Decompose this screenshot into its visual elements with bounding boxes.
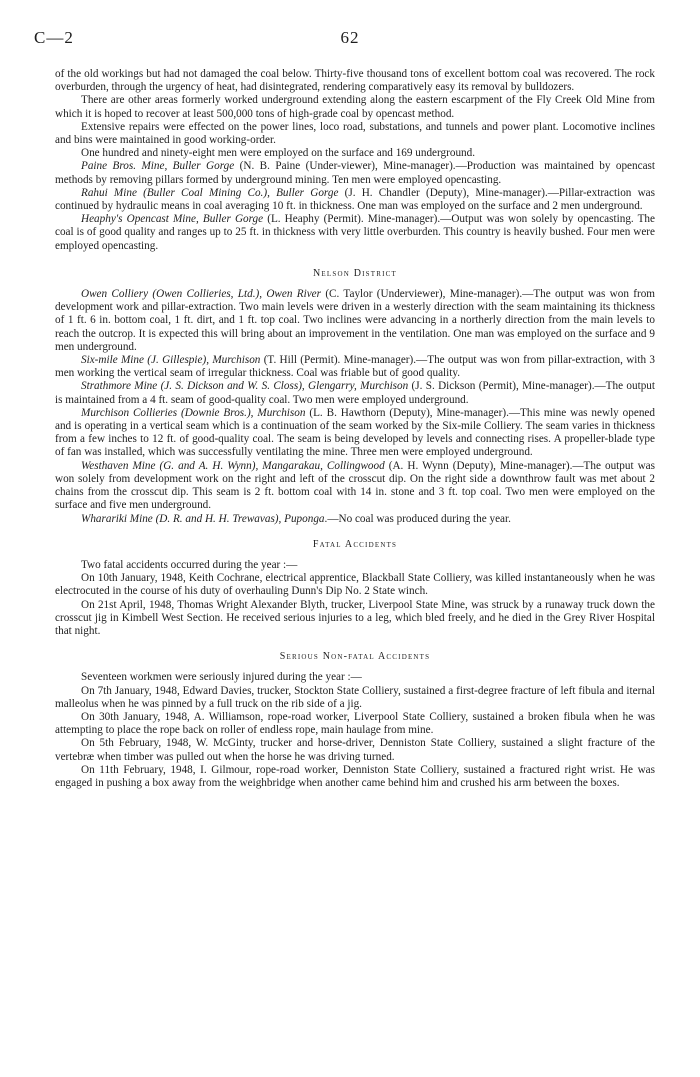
mine-name: Rahui Mine (Buller Coal Mining Co.), Buller Gorge xyxy=(81,186,339,199)
fatal-paragraph: Two fatal accidents occurred during the year :— xyxy=(81,558,298,571)
mine-name: Wharariki Mine (D. R. and H. H. Trewavas), Puponga xyxy=(81,512,325,525)
fatal-paragraph: On 21st April, 1948, Thomas Wright Alexander Blyth, trucker, Liverpool State Mine, was struck by a runaway truck down the crosscut jig in Kimbell West Section. He received serious injuries to a leg, which bled freely, and he died in the Grey River Hospital that night. xyxy=(55,598,655,637)
serious-accidents-heading: Serious Non-fatal Accidents xyxy=(279,651,431,663)
mine-description: .—No coal was produced during the year. xyxy=(324,512,511,525)
mine-description: (L. Heaphy (Permit). Mine-manager).—Output was won solely by opencasting. The coal is of good quality and ranges up to 25 ft. in thickness with very little overburden. This country is heavily bushed. Four men were employed opencasting. xyxy=(55,213,655,252)
mine-name: Murchison Collieries (Downie Bros.), Murchison xyxy=(81,406,306,419)
mine-description: (J. S. Dickson (Permit), Mine-manager).—The output is maintained from a 4 ft. seam of good-quality coal. Two men were employed underground. xyxy=(55,380,655,406)
serious-paragraph: On 5th February, 1948, W. McGinty, trucker and horse-driver, Denniston State Colliery, sustained a slight fracture of the vertebræ when timber was pulled out when the horse he was driving turned. xyxy=(55,737,655,763)
fatal-paragraph: On 10th January, 1948, Keith Cochrane, electrical apprentice, Blackball State Colliery, was killed instantaneously when he was electrocuted in the course of his duty of overhauling Dunn's Dip No. 2 State winch. xyxy=(55,572,655,598)
mine-entry xyxy=(55,288,655,354)
mine-entry xyxy=(55,460,655,513)
mine-description: (C. Taylor (Underviewer), Mine-manager).—The output was won from development work and pillar-extraction. Two main levels were driven in a westerly direction with the seam maintaining its thickness of 1 ft. 6 in. bottom coal, 1 ft. dirt, and 1 ft. top coal. Two inclines were advancing in a northerly direction from the main levels to reach the outcrop. It is expected this will bring about an improvement in the ventilation. One man was employed on the surface and 9 men underground. xyxy=(55,288,655,353)
mine-entry xyxy=(55,380,655,406)
mine-description: (A. H. Wynn (Deputy), Mine-manager).—The output was won solely from development work on the right and left of the crosscut dip. On the right side a downthrow fault was met about 2 chains from the crosscut dip. This seam is 2 ft. bottom coal with 14 in. stone and 3 ft. top coal. Two men were employed on the surface and five men underground. xyxy=(55,459,655,512)
serious-paragraph: On 30th January, 1948, A. Williamson, rope-road worker, Liverpool State Colliery, sustained a broken fibula when he was attempting to place the rope back on roller of endless rope, main haulage from mine. xyxy=(55,710,655,737)
mine-description: (N. B. Paine (Under-viewer), Mine-manager).—Production was maintained by opencast methods by removing pillars formed by underground mining. Ten men were employed opencasting. xyxy=(55,160,656,186)
mine-entry xyxy=(55,187,655,213)
intro-paragraph: of the old workings but had not damaged the coal below. Thirty-five thousand tons of excellent bottom coal was recovered. The rock overburden, through the urgency of heat, had disintegrated, rendering comparatively easy its removal by bulldozers. xyxy=(55,68,655,94)
mine-name: Six-mile Mine (J. Gillespie), Murchison xyxy=(81,354,261,367)
section-label: C—2 xyxy=(34,28,74,47)
mine-entry xyxy=(55,160,655,186)
intro-paragraph: There are other areas formerly worked underground extending along the eastern escarpment of the Fly Creek Old Mine from which it is hoped to recover at least 500,000 tons of high-grade coal by opencast method. xyxy=(55,94,655,120)
page-header xyxy=(34,28,666,52)
mine-description: (T. Hill (Permit). Mine-manager).—The output was won from pillar-extraction, with 3 men working the vertical seam of irregular thickness. Coal was friable but of good quality. xyxy=(55,354,655,380)
intro-paragraph: Extensive repairs were effected on the power lines, loco road, substations, and tunnels and power plant. Locomotive inclines and bins were maintained in good working-order. xyxy=(55,120,655,147)
page-content xyxy=(55,68,655,790)
serious-paragraph: Seventeen workmen were seriously injured during the year :— xyxy=(81,671,362,684)
mine-name: Heaphy's Opencast Mine, Buller Gorge xyxy=(81,213,264,226)
serious-paragraph: On 11th February, 1948, I. Gilmour, rope-road worker, Denniston State Colliery, sustained a fractured right wrist. He was engaged in pushing a box away from the weighbridge when another came behind him and crushed his arm between the boxes. xyxy=(55,763,655,789)
mine-entry xyxy=(55,213,655,253)
mine-description: (L. B. Hawthorn (Deputy), Mine-manager).—This mine was newly opened and is operating in a vertical seam which is a continuation of the seam worked by the Six-mile Colliery. The seam varies in thickness from a few inches to 12 ft. of good-quality coal. The seam is being developed by levels and connecting rises. A propeller-blade type of fan was installed, which was successfully ventilating the mine. Three men were employed underground. xyxy=(55,406,655,459)
mine-entry xyxy=(55,407,655,460)
mine-name: Westhaven Mine (G. and A. H. Wynn), Mangarakau, Collingwood xyxy=(81,459,385,472)
intro-paragraph: One hundred and ninety-eight men were employed on the surface and 169 underground. xyxy=(81,147,476,160)
mine-entry xyxy=(55,354,655,380)
nelson-district-heading: Nelson District xyxy=(313,267,397,279)
fatal-accidents-heading: Fatal Accidents xyxy=(312,538,398,550)
page-number: 62 xyxy=(340,28,360,47)
mine-name: Strathmore Mine (J. S. Dickson and W. S. Closs), Glengarry, Murchison xyxy=(81,380,409,393)
mine-entry xyxy=(55,513,655,526)
mine-description: (J. H. Chandler (Deputy), Mine-manager).—Pillar-extraction was continued by hydraulic means in coal averaging 10 ft. in thickness. One man was employed on the surface and 2 men underground. xyxy=(55,186,655,213)
mine-name: Owen Colliery (Owen Collieries, Ltd.), Owen River xyxy=(81,288,322,301)
serious-paragraph: On 7th January, 1948, Edward Davies, trucker, Stockton State Colliery, sustained a first-degree fracture of left fibula and iternal malleolus when he was pinned by a full truck on the rib side of a jig. xyxy=(55,684,655,710)
mine-name: Paine Bros. Mine, Buller Gorge xyxy=(81,160,235,173)
